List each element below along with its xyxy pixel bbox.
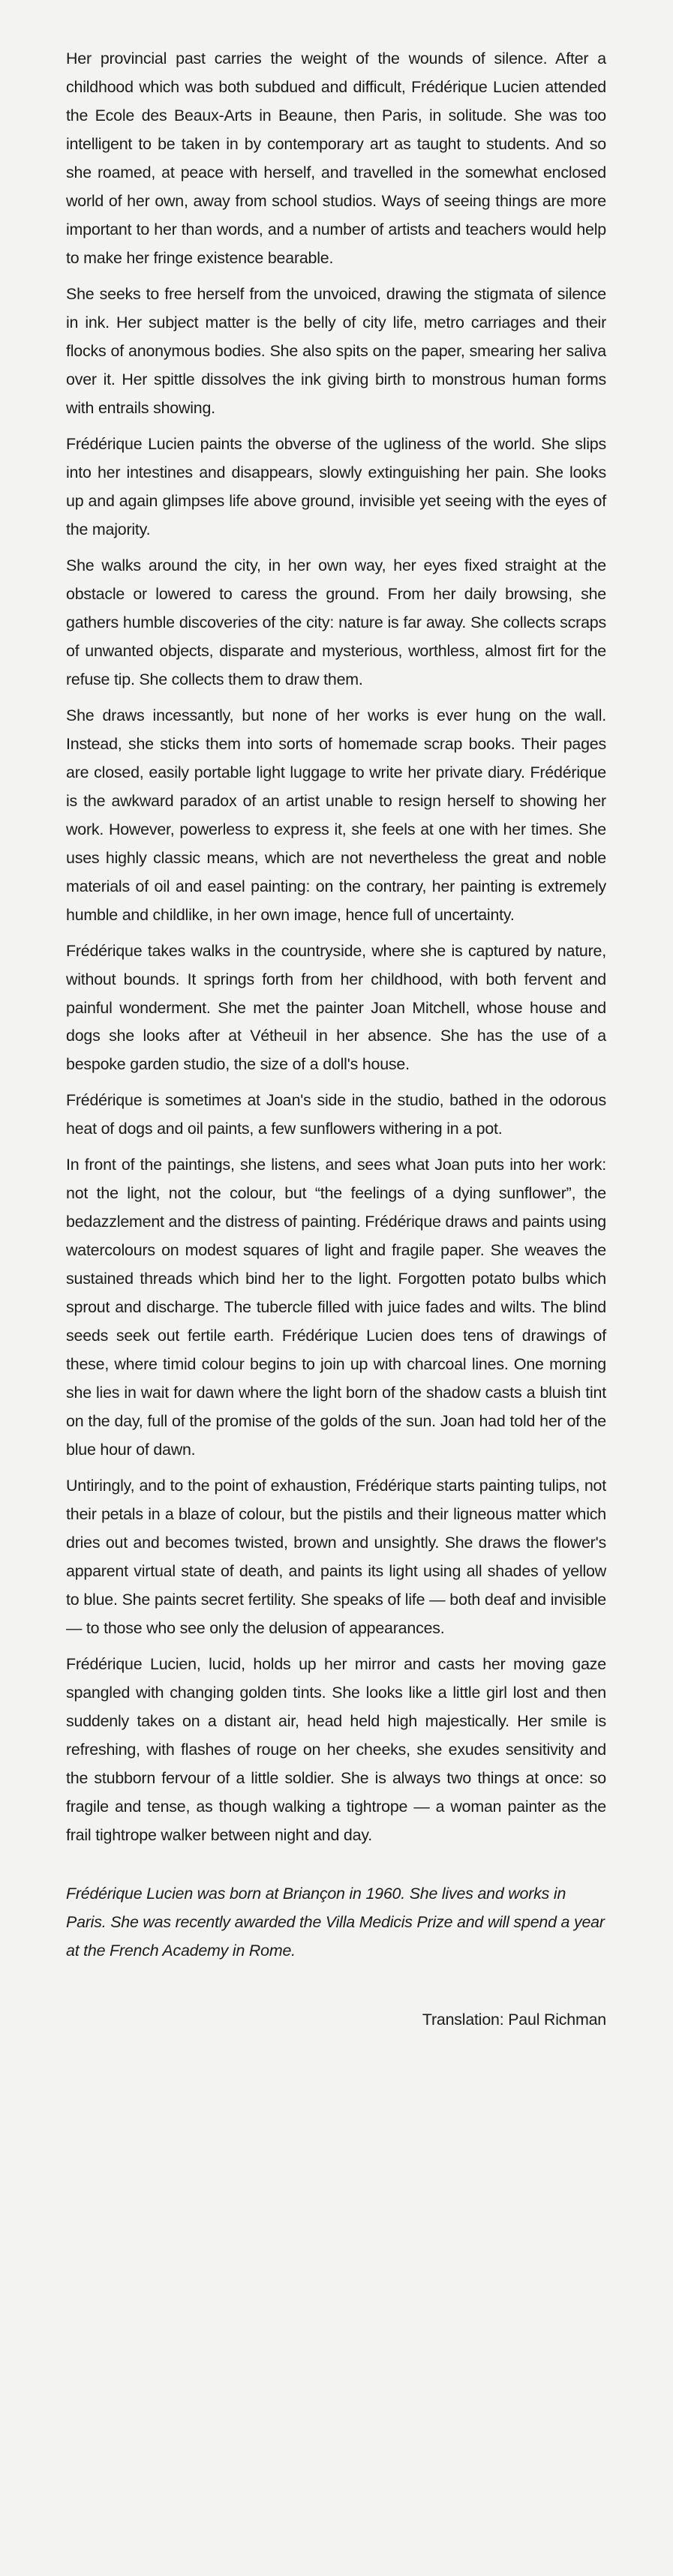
paragraph-6: Frédérique takes walks in the countryside, where she is captured by nature, without bounds. It springs forth from her childhood, with both fervent and painful wonderment. She met the painter Joan Mitchell, whose house and dogs she looks after at Vétheuil in her absence. She has the use of a bespoke garden studio, the size of a doll's house. xyxy=(66,941,606,1074)
paragraph-9: Untiringly, and to the point of exhaustion, Frédérique starts painting tulips, not their petals in a blaze of colour, but the pistils and their ligneous matter which dries out and becomes twisted, brown and unsightly. She draws the flower's apparent virtual state of death, and paints its light using all shades of yellow to blue. She paints secret fertility. She speaks of life — both deaf and invisible — to those who see only the delusion of appearances. xyxy=(66,1477,606,1638)
paragraph-5: She draws incessantly, but none of her works is ever hung on the wall. Instead, she sticks them into sorts of homemade scrap books. Their pages are closed, easily portable light luggage to write her private diary. Frédérique is the awkward paradox of an artist unable to resign herself to showing her work. However, powerless to express it, she feels at one with her times. She uses highly classic means, which are not nevertheless the great and noble materials of oil and easel painting: on the contrary, her painting is extremely humble and childlike, in her own image, hence full of uncertainty. xyxy=(66,706,606,924)
paragraph-1: Her provincial past carries the weight of the wounds of silence. After a childhood which was both subdued and difficult, Frédérique Lucien attended the Ecole des Beaux-Arts in Beaune, then Paris, in solitude. She was too intelligent to be taken in by contemporary art as taught to students. And so she roamed, at peace with herself, and travelled in the somewhat enclosed world of her own, away from school studios. Ways of seeing things are more important to her than words, and a number of artists and teachers would help to make her fringe existence bearable. xyxy=(66,49,606,267)
paragraph-4: She walks around the city, in her own way, her eyes fixed straight at the obstacle or lowered to caress the ground. From her daily browsing, she gathers humble discoveries of the city: nature is far away. She collects scraps of unwanted objects, disparate and mysterious, worthless, almost firt for the refuse tip. She collects them to draw them. xyxy=(66,556,606,688)
artist-bio: Frédérique Lucien was born at Briançon in 1960. She lives and works in Paris. She was recently awarded the Villa Medicis Prize and will spend a year at the French Academy in Rome. xyxy=(66,1885,605,1960)
paragraph-8: In front of the paintings, she listens, and sees what Joan puts into her work: not the light, not the colour, but “the feelings of a dying sunflower”, the bedazzlement and the distress of painting. Frédérique draws and paints using watercolours on modest squares of light and fragile paper. She weaves the sustained threads which bind her to the light. Forgotten potato bulbs which sprout and discharge. The tubercle filled with juice fades and wilts. The blind seeds seek out fertile earth. Frédérique Lucien does tens of drawings of these, where timid colour begins to join up with charcoal lines. One morning she lies in wait for dawn where the light born of the shadow casts a bluish tint on the day, full of the promise of the golds of the sun. Joan had told her of the blue hour of dawn. xyxy=(66,1156,606,1459)
translation-credit: Translation: Paul Richman xyxy=(422,2011,606,2029)
paragraph-7: Frédérique is sometimes at Joan's side in the studio, bathed in the odorous heat of dogs and oil paints, a few sunflowers withering in a pot. xyxy=(66,1091,606,1138)
paragraph-3: Frédérique Lucien paints the obverse of the ugliness of the world. She slips into her intestines and disappears, slowly extinguishing her pain. She looks up and again glimpses life above ground, invisible yet seeing with the eyes of the majority. xyxy=(66,434,606,538)
article-body xyxy=(66,45,606,1850)
paragraph-2: She seeks to free herself from the unvoiced, drawing the stigmata of silence in ink. Her subject matter is the belly of city life, metro carriages and their flocks of anonymous bodies. She also spits on the paper, smearing her saliva over it. Her spittle dissolves the ink giving birth to monstrous human forms with entrails showing. xyxy=(66,284,606,417)
article-page xyxy=(66,45,606,2029)
paragraph-10: Frédérique Lucien, lucid, holds up her mirror and casts her moving gaze spangled with changing golden tints. She looks like a little girl lost and then suddenly takes on a distant air, head held high majestically. Her smile is refreshing, with flashes of rouge on her cheeks, she exudes sensitivity and the stubborn fervour of a little soldier. She is always two things at once: so fragile and tense, as though walking a tightrope — a woman painter as the frail tightrope walker between night and day. xyxy=(66,1655,606,1845)
